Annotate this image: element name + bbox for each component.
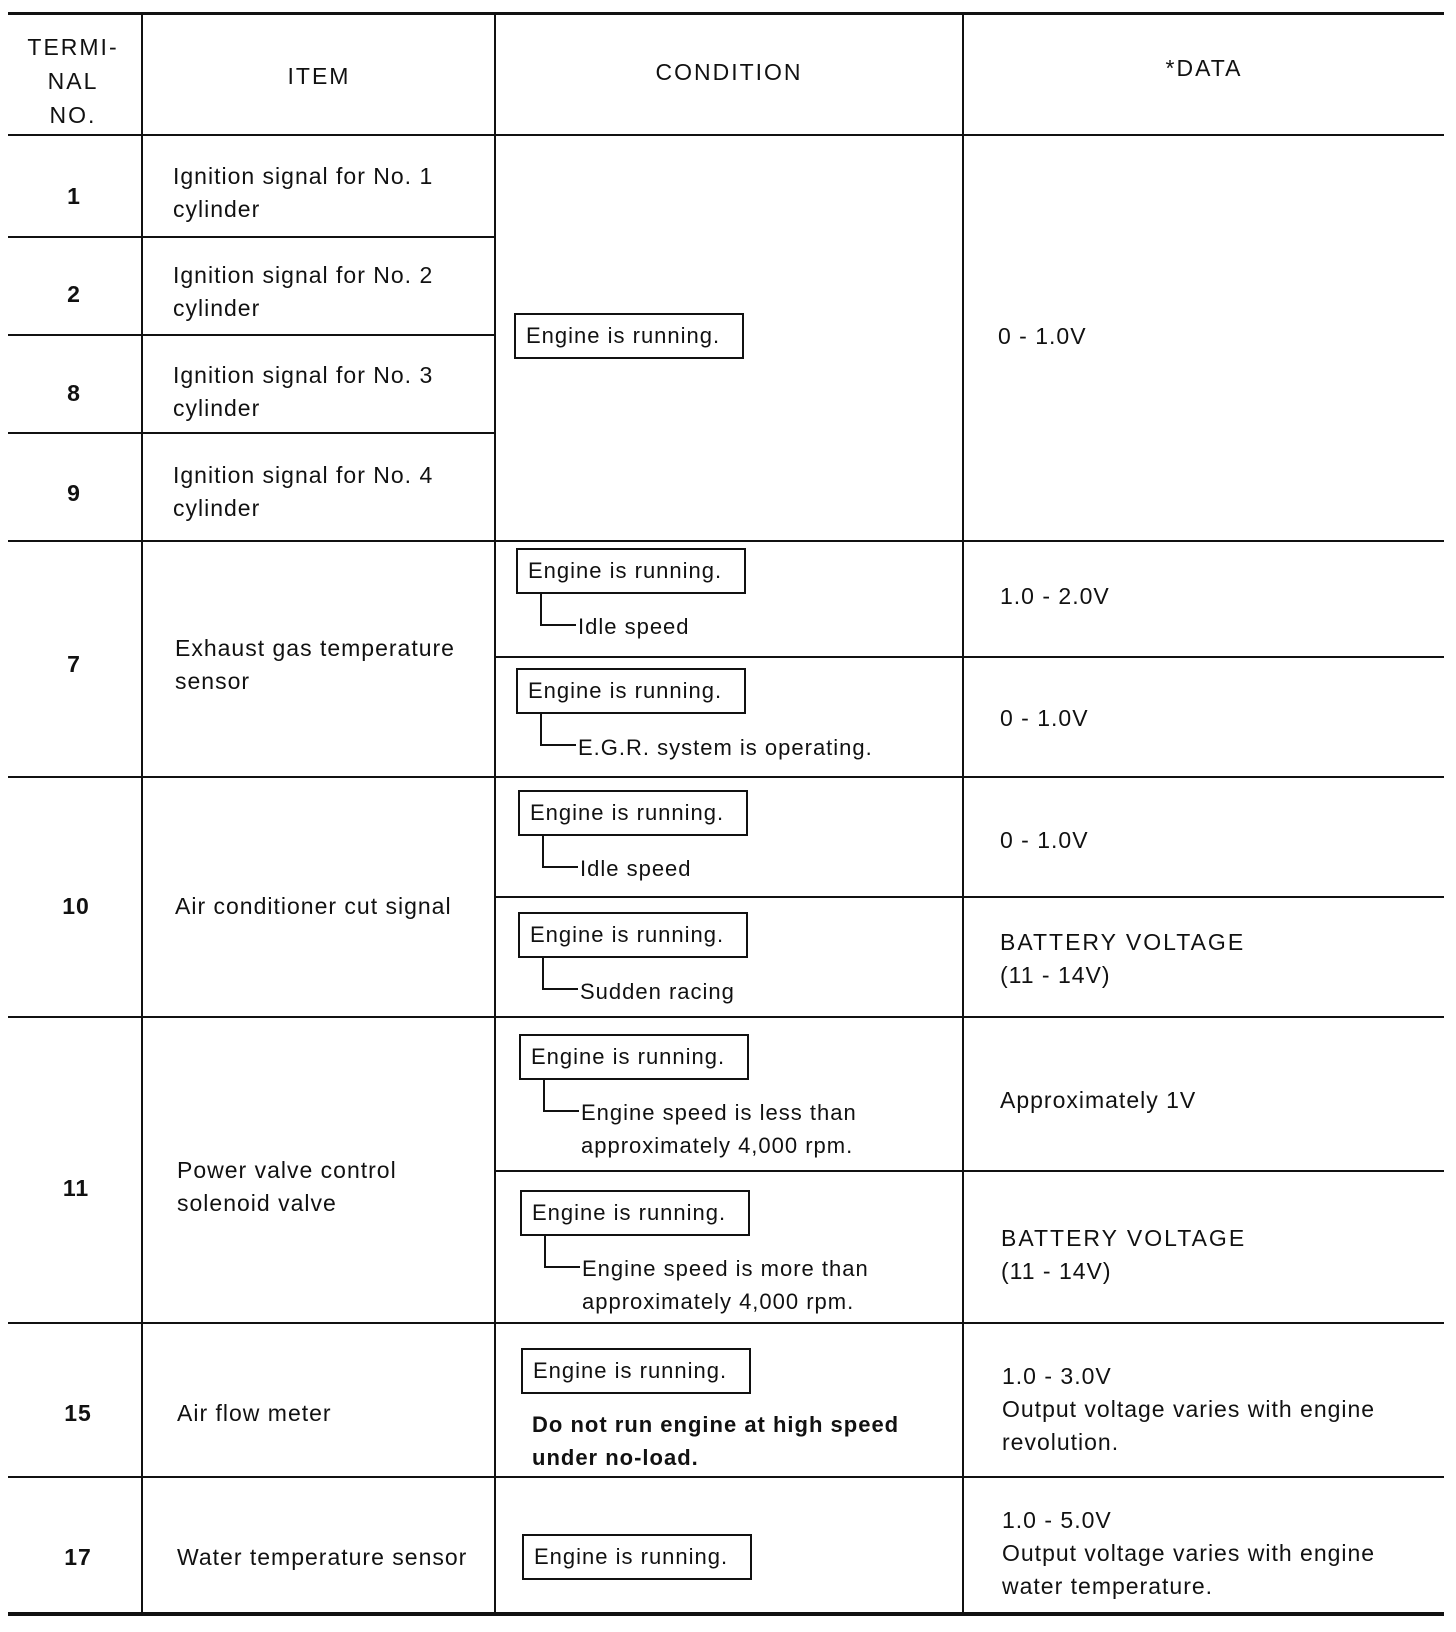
condition-sub	[582, 1252, 869, 1318]
data-value	[1002, 1504, 1375, 1603]
condition-sub-line: Engine speed is more than	[582, 1256, 869, 1281]
header-bottom-rule	[8, 134, 1444, 136]
data-line: 1.0 - 3.0V	[1002, 1363, 1112, 1389]
item-line: Power valve control	[177, 1157, 397, 1183]
header-condition: CONDITION	[655, 59, 803, 85]
terminal-number: 15	[64, 1400, 92, 1426]
item-line: Water temperature sensor	[177, 1544, 468, 1570]
condition-box: Engine is running.	[518, 912, 748, 958]
terminal-number: 8	[67, 380, 81, 406]
condition-note-line: under no-load.	[532, 1445, 699, 1470]
item-line: solenoid valve	[177, 1190, 337, 1216]
item-cell	[175, 632, 455, 698]
condition-note	[532, 1408, 899, 1474]
row-divider	[8, 334, 496, 336]
item-line: cylinder	[173, 395, 261, 421]
item-line: Air flow meter	[177, 1400, 332, 1426]
condition-box: Engine is running.	[516, 668, 746, 714]
header-line: TERMI-	[27, 34, 119, 60]
condition-sub-line: Engine speed is less than	[581, 1100, 857, 1125]
tree-connector	[540, 594, 576, 626]
tree-connector	[543, 1080, 579, 1112]
terminal-number: 10	[62, 893, 90, 919]
tree-connector	[542, 958, 578, 990]
item-line: Air conditioner cut signal	[175, 893, 452, 919]
row-divider	[8, 540, 1444, 542]
column-rule	[141, 12, 143, 1614]
tree-connector	[540, 714, 576, 746]
data-line: Output voltage varies with engine	[1002, 1540, 1376, 1566]
data-value	[1001, 1222, 1246, 1288]
item-cell	[177, 1154, 397, 1220]
data-value: 1.0 - 2.0V	[1000, 583, 1110, 609]
sub-row-divider	[496, 656, 1444, 658]
row-divider	[8, 432, 496, 434]
tree-connector	[542, 836, 578, 868]
terminal-number: 9	[67, 480, 81, 506]
condition-box: Engine is running.	[514, 313, 744, 359]
row-divider	[8, 1476, 1444, 1478]
column-rule	[494, 12, 496, 1614]
item-cell	[177, 1397, 332, 1430]
terminal-number: 2	[67, 281, 81, 307]
item-line: Ignition signal for No. 2	[173, 262, 434, 288]
condition-sub-line: approximately 4,000 rpm.	[581, 1133, 854, 1158]
data-line: revolution.	[1002, 1429, 1120, 1455]
terminal-number: 17	[64, 1544, 92, 1570]
terminal-number: 7	[67, 651, 81, 677]
condition-box: Engine is running.	[519, 1034, 749, 1080]
item-line: cylinder	[173, 196, 261, 222]
data-value	[1000, 926, 1245, 992]
sub-row-divider	[496, 1170, 1444, 1172]
terminal-number: 1	[67, 183, 81, 209]
item-line: Ignition signal for No. 4	[173, 462, 434, 488]
data-value: Approximately 1V	[1000, 1087, 1197, 1113]
condition-note-line: Do not run engine at high speed	[532, 1412, 900, 1437]
condition-sub-line: approximately 4,000 rpm.	[582, 1289, 855, 1314]
data-value: 0 - 1.0V	[998, 323, 1087, 349]
condition-box: Engine is running.	[516, 548, 746, 594]
item-line: sensor	[175, 668, 251, 694]
item-line: Exhaust gas temperature	[175, 635, 455, 661]
condition-sub: Sudden racing	[580, 979, 735, 1004]
item-cell	[175, 890, 452, 923]
column-rule	[962, 12, 964, 1614]
row-divider	[8, 1322, 1444, 1324]
table-top-rule	[8, 12, 1444, 15]
data-line: (11 - 14V)	[1000, 962, 1111, 988]
row-divider	[8, 1016, 1444, 1018]
item-line: Ignition signal for No. 1	[173, 163, 434, 189]
condition-box: Engine is running.	[522, 1534, 752, 1580]
condition-sub: E.G.R. system is operating.	[578, 735, 873, 760]
condition-sub	[581, 1096, 857, 1162]
condition-sub: Idle speed	[580, 856, 692, 881]
condition-sub: Idle speed	[578, 614, 690, 639]
item-line: cylinder	[173, 495, 261, 521]
item-cell	[173, 259, 433, 325]
item-line: cylinder	[173, 295, 261, 321]
table-bottom-rule	[8, 1612, 1444, 1616]
data-line: (11 - 14V)	[1001, 1258, 1112, 1284]
item-line: Ignition signal for No. 3	[173, 362, 434, 388]
condition-box: Engine is running.	[521, 1348, 751, 1394]
condition-box: Engine is running.	[518, 790, 748, 836]
condition-box: Engine is running.	[520, 1190, 750, 1236]
header-terminal-no	[12, 30, 134, 132]
header-line: NAL	[47, 68, 99, 94]
data-value: 0 - 1.0V	[1000, 705, 1089, 731]
item-cell	[173, 359, 433, 425]
sub-row-divider	[496, 896, 1444, 898]
row-divider	[8, 776, 1444, 778]
row-divider	[8, 236, 496, 238]
tree-connector	[544, 1236, 580, 1268]
data-value: 0 - 1.0V	[1000, 827, 1089, 853]
item-cell	[173, 160, 433, 226]
data-value	[1002, 1360, 1375, 1459]
item-cell	[177, 1541, 467, 1574]
header-line: NO.	[49, 102, 97, 128]
terminal-number: 11	[62, 1175, 90, 1201]
header-item: ITEM	[287, 63, 351, 89]
item-cell	[173, 459, 433, 525]
data-line: water temperature.	[1002, 1573, 1214, 1599]
data-line: Output voltage varies with engine	[1002, 1396, 1376, 1422]
header-data: *DATA	[1165, 55, 1243, 81]
data-line: BATTERY VOLTAGE	[1000, 929, 1246, 955]
data-line: 1.0 - 5.0V	[1002, 1507, 1112, 1533]
data-line: BATTERY VOLTAGE	[1001, 1225, 1247, 1251]
